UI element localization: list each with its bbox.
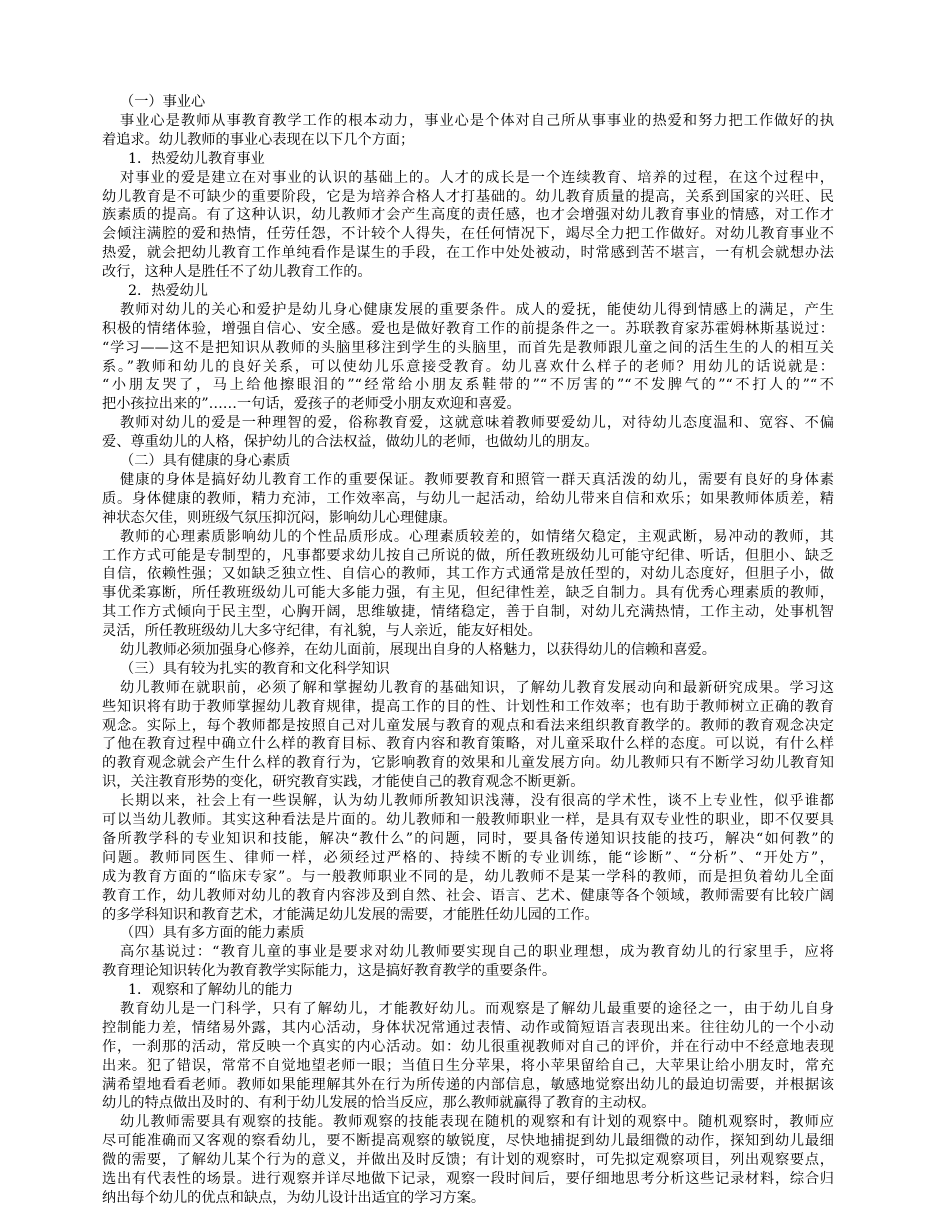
text-line: 满希望地看看老师。教师如果能理解其外在行为所传递的内部信息，敏感地觉察出幼儿的最迫切需要，并根据该: [102, 1076, 834, 1093]
text-line: “小朋友哭了，马上给他擦眼泪的”“经常给小朋友系鞋带的”“不厉害的”“不发脾气的”“不打人的”“不: [102, 377, 834, 394]
text-line: 教师对幼儿的爱是一种理智的爱，俗称教育爱，这就意味着教师要爱幼儿，对待幼儿态度温和、宽容、不偏: [120, 415, 834, 432]
paragraph: [102, 679, 852, 792]
text-line: 着追求。幼儿教师的事业心表现在以下几个方面；: [102, 131, 415, 148]
text-line: 爱、尊重幼儿的人格，保护幼儿的合法权益，做幼儿的老师，也做幼儿的朋友。: [102, 434, 599, 451]
text-line: 识，关注教育形势的变化，研究教育实践，才能使自己的教育观念不断更新。: [102, 774, 585, 791]
text-line: 幼儿的特点做出及时的、有利于幼儿发展的恰当反应，那么教师就赢得了教育的主动权。: [102, 1095, 656, 1112]
text-line: 观念。实际上，每个教师都是按照自己对儿童发展与教育的观点和看法来组织教育教学的。教师的教育观念决定: [102, 717, 834, 734]
text-line: 教师的心理素质影响幼儿的个性品质形成。心理素质较差的，如情绪欠稳定，主观武断，易冲动的教师，其: [120, 528, 834, 545]
text-line: 其工作方式倾向于民主型，心胸开阔，思维敏捷，情绪稳定，善于自制，对幼儿充满热情，工作主动，处事机智: [102, 604, 834, 621]
text-line: 事业心是教师从事教育教学工作的根本动力，事业心是个体对自己所从事事业的热爱和努力把工作做好的执: [120, 112, 834, 129]
text-line: 教育理论知识转化为教育教学实际能力，这是搞好教育教学的重要条件。: [102, 963, 557, 980]
paragraph: [120, 641, 852, 660]
paragraph: [102, 471, 852, 528]
text-line: 教师对幼儿的关心和爱护是幼儿身心健康发展的重要条件。成人的爱抚，能使幼儿得到情感上的满足，产生: [120, 301, 834, 318]
text-line: 长期以来，社会上有一些误解，认为幼儿教师所教知识浅薄，没有很高的学术性，谈不上专业性，似乎谁都: [120, 793, 834, 810]
text-line: 对事业的爱是建立在对事业的认识的基础上的。人才的成长是一个连续教育、培养的过程，在这个过程中，: [120, 169, 834, 186]
text-line: “学习——这不是把知识从教师的头脑里移注到学生的头脑里，而首先是教师跟儿童之间的活生生的人的相互关: [102, 339, 834, 356]
text-line: 健康的身体是搞好幼儿教育工作的重要保证。教师要教育和照管一群天真活泼的幼儿，需要有良好的身体素: [120, 471, 834, 488]
document-body: [102, 93, 852, 1208]
text-line: 会倾注满腔的爱和热情，任劳任怨，不计较个人得失，在任何情况下，竭尽全力把工作做好。对幼儿教育事业不: [102, 226, 834, 243]
text-line: 了他在教育过程中确立什么样的教育目标、教育内容和教育策略，对儿童采取什么样的态度。可以说，有什么样: [102, 736, 834, 753]
text-line: 的多学科知识和教育艺术，才能满足幼儿发展的需要，才能胜任幼儿园的工作。: [102, 906, 599, 923]
text-line: 质。身体健康的教师，精力充沛，工作效率高，与幼儿一起活动，给幼儿带来自信和欢乐；如果教师体质差，精: [102, 490, 834, 507]
paragraph: [102, 528, 852, 641]
text-line: 幼儿教师需要具有观察的技能。教师观察的技能表现在随机的观察和有计划的观察中。随机观察时，教师应: [120, 1114, 834, 1131]
text-line: 事优柔寡断，所任教班级幼儿可能大多能力强，有主见，但纪律性差，缺乏自制力。具有优秀心理素质的教师，: [102, 585, 834, 602]
paragraph: [102, 1113, 852, 1207]
paragraph: [102, 414, 852, 452]
text-line: 幼儿教育是不可缺少的重要阶段，它是为培养合格人才打基础的。幼儿教育质量的提高，关系到国家的兴旺、民: [102, 188, 834, 205]
paragraph: [102, 112, 852, 150]
text-line: 微的需要，了解幼儿某个行为的意义，并做出及时反馈；有计划的观察时，可先拟定观察项目，列出观察要点，: [102, 1152, 834, 1169]
text-line: 灵活，所任教班级幼儿大多守纪律，有礼貌，与人亲近，能友好相处。: [102, 623, 542, 640]
text-line: 热爱，就会把幼儿教育工作单纯看作是谋生的手段，在工作中处处被动，时常感到苦不堪言，一有机会就想办法: [102, 245, 834, 262]
text-line: 工作方式可能是专制型的，凡事都要求幼儿按自己所说的做，所任教班级幼儿可能守纪律、听话，但胆小、缺乏: [102, 547, 834, 564]
section-heading: （三）具有较为扎实的教育和文化科学知识: [120, 660, 390, 677]
text-line: 作，一刹那的活动，常反映一个真实的内心活动。如：幼儿很重视教师对自己的评价，并在行动中不经意地表现: [102, 1038, 834, 1055]
text-line: 高尔基说过：“教育儿童的事业是要求对幼儿教师要实现自己的职业理想，成为教育幼儿的行家里手，应将: [120, 944, 834, 961]
paragraph: [102, 792, 852, 924]
text-line: 些知识将有助于教师掌握幼儿教育规律，提高工作的目的性、计划性和工作效率；也有助于教师树立正确的教育: [102, 698, 834, 715]
text-line: 问题。教师同医生、律师一样，必须经过严格的、持续不断的专业训练，能“诊断”、“分析”、“开处方”，: [102, 849, 834, 866]
section-heading: 1．热爱幼儿教育事业: [128, 150, 265, 167]
text-line: 把小孩拉出来的”……一句话，爱孩子的老师受小朋友欢迎和喜爱。: [102, 396, 521, 413]
section-heading: 2．热爱幼儿: [128, 282, 208, 299]
paragraph: [102, 301, 852, 414]
text-line: 可以当幼儿教师。其实这种看法是片面的。幼儿教师和一般教师职业一样，是具有双专业性的职业，即不仅要具: [102, 812, 834, 829]
section-heading: （二）具有健康的身心素质: [120, 453, 291, 470]
text-line: 自信，依赖性强；又如缺乏独立性、自信心的教师，其工作方式通常是放任型的，对幼儿态度好，但胆子小，做: [102, 566, 834, 583]
section-heading: （一）事业心: [120, 94, 206, 110]
text-line: 系。”教师和幼儿的良好关系，可以使幼儿乐意接受教育。幼儿喜欢什么样子的老师？用幼儿的话说就是：: [102, 358, 834, 375]
text-line: 幼儿教师在就职前，必须了解和掌握幼儿教育的基础知识，了解幼儿教育发展动向和最新研究成果。学习这: [120, 679, 834, 696]
paragraph: [102, 943, 852, 981]
text-line: 改行，这种人是胜任不了幼儿教育工作的。: [102, 264, 372, 281]
text-line: 备所教学科的专业知识和技能，解决“教什么”的问题，同时，要具备传递知识技能的技巧，解决“如何教”的: [102, 830, 834, 847]
paragraph: [102, 169, 852, 282]
section-heading: 1．观察和了解幼儿的能力: [128, 982, 294, 999]
text-line: 出来。犯了错误，常常不自觉地望老师一眼；当值日生分苹果，将小苹果留给自己，大苹果让给小朋友时，常充: [102, 1057, 834, 1074]
text-line: 选出有代表性的场景。进行观察并详尽地做下记录，观察一段时间后，要仔细地思考分析这些记录材料，综合归: [102, 1171, 834, 1188]
text-line: 尽可能准确而又客观的察看幼儿，要不断提高观察的敏锐度，尽快地捕捉到幼儿最细微的动作，探知到幼儿最细: [102, 1133, 834, 1150]
text-line: 幼儿教师必须加强身心修养，在幼儿面前，展现出自身的人格魅力，以获得幼儿的信赖和喜爱。: [120, 641, 716, 658]
text-line: 成为教育方面的“临床专家”。与一般教师职业不同的是，幼儿教师不是某一学科的教师，而是担负着幼儿全面: [102, 868, 834, 885]
text-line: 积极的情绪体验，增强自信心、安全感。爱也是做好教育工作的前提条件之一。苏联教育家苏霍姆林斯基说过：: [102, 320, 834, 337]
paragraph: [102, 1000, 852, 1113]
text-line: 族素质的提高。有了这种认识，幼儿教师才会产生高度的责任感，也才会增强对幼儿教育事业的情感，对工作才: [102, 207, 834, 224]
section-heading: （四）具有多方面的能力素质: [120, 925, 305, 942]
text-line: 神状态欠佳，则班级气氛压抑沉闷，影响幼儿心理健康。: [102, 509, 457, 526]
text-line: 教育幼儿是一门科学，只有了解幼儿，才能教好幼儿。而观察是了解幼儿最重要的途径之一，由于幼儿自身: [120, 1001, 834, 1018]
text-line: 教育工作，幼儿教师对幼儿的教育内容涉及到自然、社会、语言、艺术、健康等各个领域，教师需要有比较广阔: [102, 887, 834, 904]
text-line: 纳出每个幼儿的优点和缺点，为幼儿设计出适宜的学习方案。: [102, 1189, 486, 1206]
text-line: 的教育观念就会产生什么样的教育行为，它影响教育的效果和儿童发展方向。幼儿教师只有不断学习幼儿教育知: [102, 755, 834, 772]
text-line: 控制能力差，情绪易外露，其内心活动，身体状况常通过表情、动作或简短语言表现出来。往往幼儿的一个小动: [102, 1019, 834, 1036]
